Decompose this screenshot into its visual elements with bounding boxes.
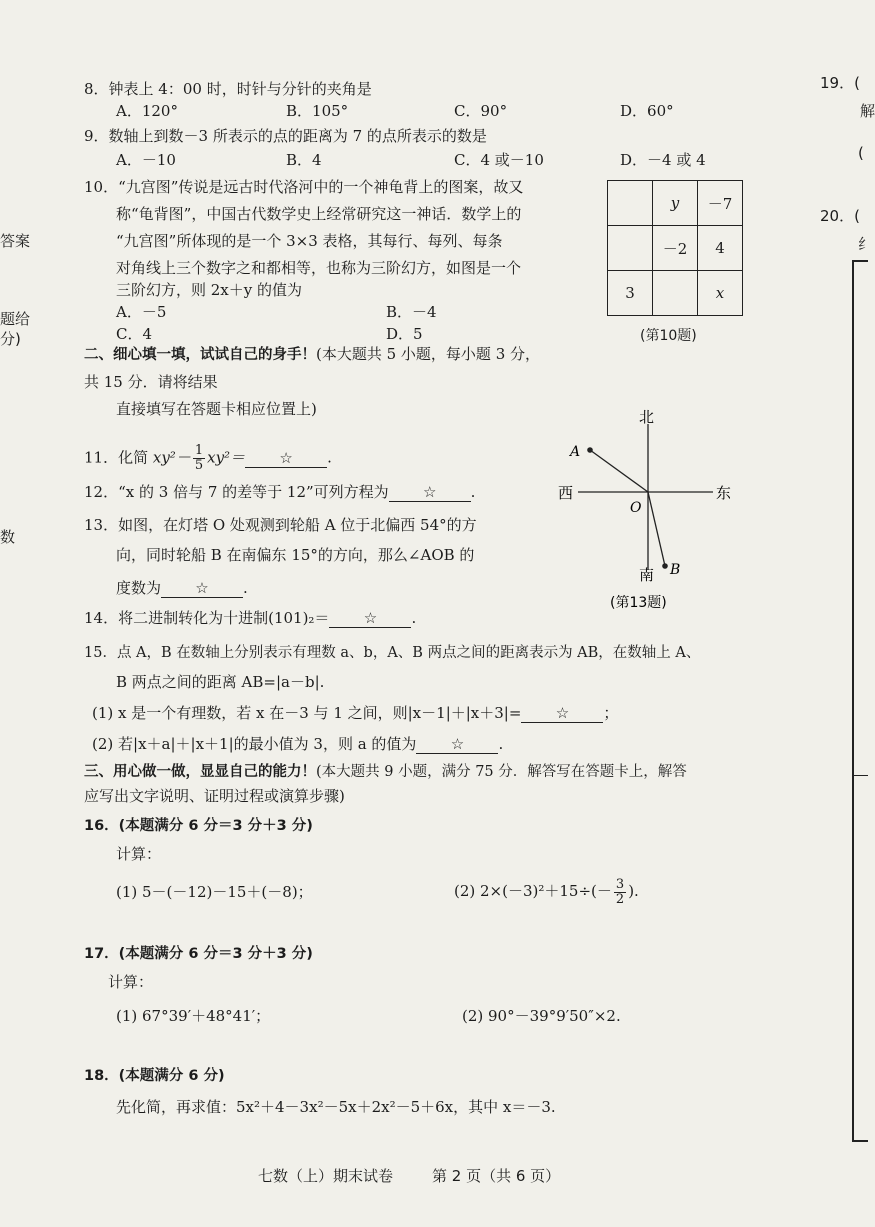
q18-text: 先化简，再求值：5x²＋4－3x²－5x＋2x²－5＋6x，其中 x＝－3.	[116, 1098, 556, 1116]
q9-option-c: C．4 或－10	[454, 151, 544, 169]
q8-stem: 8．钟表上 4：00 时，时针与分针的夹角是	[84, 80, 372, 98]
answer-box-edge	[852, 260, 854, 1140]
margin-fragment: 纟	[858, 235, 874, 253]
q10-line: “九宫图”所体现的是一个 3×3 表格，其每行、每列、每条	[116, 232, 503, 250]
q11-lead: 11．化简	[84, 448, 149, 467]
grid-cell: －7	[698, 181, 743, 226]
q10-option-b: B．－4	[386, 303, 437, 321]
compass-figure	[548, 400, 748, 615]
q13-line: 13．如图，在灯塔 O 处观测到轮船 A 位于北偏西 54°的方	[84, 516, 477, 534]
fraction-denominator: 5	[194, 458, 204, 473]
q13-text: 度数为	[116, 579, 162, 597]
q8-option-c: C．90°	[454, 102, 508, 120]
q13-end: .	[243, 579, 248, 597]
point-a-label: A	[570, 444, 581, 460]
q10-figure-caption: (第10题)	[640, 328, 697, 344]
west-label: 西	[558, 484, 574, 502]
q15-part1-text: (1) x 是一个有理数，若 x 在－3 与 1 之间，则|x－1|＋|x＋3|=	[92, 704, 522, 722]
q16-part2-text: (2) 2×(－3)²＋15÷(－	[454, 882, 612, 900]
origin-label: O	[630, 500, 642, 516]
q10-option-a: A．－5	[116, 303, 167, 321]
q16-part2-end: ).	[628, 882, 639, 900]
section2-note-line: 共 15 分．请将结果	[84, 373, 218, 391]
margin-fragment: 解	[860, 102, 875, 120]
q10-option-c: C．4	[116, 325, 153, 343]
fraction-numerator: 1	[194, 443, 204, 458]
grid-cell: x	[698, 271, 743, 316]
q15-part2-text: (2) 若|x＋a|＋|x＋1|的最小值为 3，则 a 的值为	[92, 735, 417, 753]
q10-line: 对角线上三个数字之和都相等，也称为三阶幻方，如图是一个	[116, 259, 522, 277]
answer-box-edge	[852, 775, 868, 776]
ray-ob	[648, 492, 665, 566]
south-label: 南	[639, 566, 655, 584]
grid-cell	[653, 271, 698, 316]
q18-heading: 18．(本题满分 6 分)	[84, 1068, 225, 1084]
section3-note-line: 应写出文字说明、证明过程或演算步骤)	[84, 787, 345, 805]
q16-part1: (1) 5－(－12)－15＋(－8)；	[116, 883, 313, 901]
q9-option-a: A．－10	[116, 151, 176, 169]
q16-heading: 16．(本题满分 6 分＝3 分＋3 分)	[84, 818, 313, 834]
margin-fragment: 19．(	[820, 74, 860, 92]
q14-text: 14．将二进制转化为十进制(101)₂＝	[84, 609, 330, 627]
q11-end: .	[327, 448, 332, 467]
q15-line: B 两点之间的距离 AB=|a－b|.	[116, 673, 325, 691]
east-label: 东	[716, 484, 732, 502]
q10-line: 三阶幻方，则 2x＋y 的值为	[116, 281, 303, 299]
margin-fragment: 20．(	[820, 207, 860, 225]
grid-cell	[608, 181, 653, 226]
q11-expr: xy²＝	[207, 448, 246, 467]
q13-line3	[116, 578, 248, 598]
point-b-label: B	[670, 562, 681, 578]
q12-answer-blank: ☆	[389, 483, 471, 502]
q16-part2	[454, 876, 639, 907]
q17-calc-label: 计算：	[108, 973, 154, 991]
q8-option-a: A．120°	[116, 102, 178, 120]
point-b-dot	[662, 563, 668, 569]
q14-answer-blank: ☆	[329, 609, 411, 628]
section3-title: 三、用心做一做，显显自己的能力！	[84, 764, 316, 780]
grid-cell	[608, 226, 653, 271]
q13-figure-caption: (第13题)	[610, 595, 667, 611]
fraction-numerator: 3	[615, 876, 625, 892]
q9-stem: 9．数轴上到数－3 所表示的点的距离为 7 的点所表示的数是	[84, 127, 487, 145]
q10-option-d: D．5	[386, 325, 423, 343]
margin-fragment: 题给	[0, 310, 31, 328]
q15-line: 15．点 A，B 在数轴上分别表示有理数 a、b，A、B 两点之间的距离表示为 AB，在数轴上 A、	[84, 645, 701, 661]
q13-line: 向，同时轮船 B 在南偏东 15°的方向，那么∠AOB 的	[116, 546, 475, 564]
q11-fraction	[193, 444, 205, 473]
q12-end: .	[470, 483, 476, 501]
q11-answer-blank: ☆	[245, 449, 327, 468]
q17-part1: (1) 67°39′＋48°41′；	[116, 1007, 271, 1025]
q14	[84, 608, 416, 628]
north-label: 北	[639, 408, 655, 426]
q15-part2-blank: ☆	[416, 735, 498, 754]
section2-note: (本大题共 5 小题，每小题 3 分，	[316, 345, 541, 363]
answer-box-edge	[852, 260, 868, 262]
q11	[84, 444, 332, 473]
q16-fraction	[614, 878, 626, 907]
q11-expr: xy²－	[152, 448, 191, 467]
margin-fragment: 分)	[0, 330, 21, 348]
answer-box-edge	[852, 1140, 868, 1142]
q17-heading: 17．(本题满分 6 分＝3 分＋3 分)	[84, 946, 313, 962]
q15-part1-end: ；	[603, 704, 619, 722]
point-a-dot	[587, 447, 593, 453]
q15-part1	[92, 703, 618, 723]
q15-part2	[92, 734, 503, 754]
margin-fragment: 答案	[0, 232, 31, 250]
ray-oa	[590, 450, 648, 492]
section3-header	[84, 762, 687, 782]
grid-cell: y	[653, 181, 698, 226]
grid-cell: 4	[698, 226, 743, 271]
q8-option-d: D．60°	[620, 102, 674, 120]
q13-answer-blank: ☆	[161, 579, 243, 598]
q10-line: 10．“九宫图”传说是远古时代洛河中的一个神龟背上的图案，故又	[84, 178, 524, 196]
footer-title: 七数（上）期末试卷	[258, 1167, 394, 1185]
q8-option-b: B．105°	[286, 102, 349, 120]
q12-text: 12．“x 的 3 倍与 7 的差等于 12”可列方程为	[84, 483, 389, 501]
section2-title: 二、细心填一填，试试自己的身手！	[84, 347, 316, 363]
margin-fragment: 数	[0, 528, 16, 546]
q9-option-d: D．－4 或 4	[620, 151, 706, 169]
footer-page-number: 第 2 页（共 6 页）	[432, 1167, 561, 1185]
q15-part1-blank: ☆	[521, 704, 603, 723]
margin-fragment: (	[858, 144, 864, 162]
magic-square-grid	[607, 180, 743, 316]
q16-calc-label: 计算：	[116, 845, 162, 863]
grid-cell: －2	[653, 226, 698, 271]
section2-note-line: 直接填写在答题卡相应位置上)	[116, 400, 317, 418]
q12	[84, 482, 475, 502]
q9-option-b: B．4	[286, 151, 322, 169]
q15-part2-end: .	[498, 735, 504, 753]
q14-end: .	[411, 609, 417, 627]
section3-note: (本大题共 9 小题，满分 75 分．解答写在答题卡上，解答	[316, 764, 687, 780]
fraction-denominator: 2	[615, 891, 625, 907]
section2-header	[84, 344, 540, 365]
q17-part2: (2) 90°－39°9′50″×2.	[462, 1007, 621, 1025]
grid-cell: 3	[608, 271, 653, 316]
q10-line: 称“龟背图”，中国古代数学史上经常研究这一神话．数学上的	[116, 205, 522, 223]
